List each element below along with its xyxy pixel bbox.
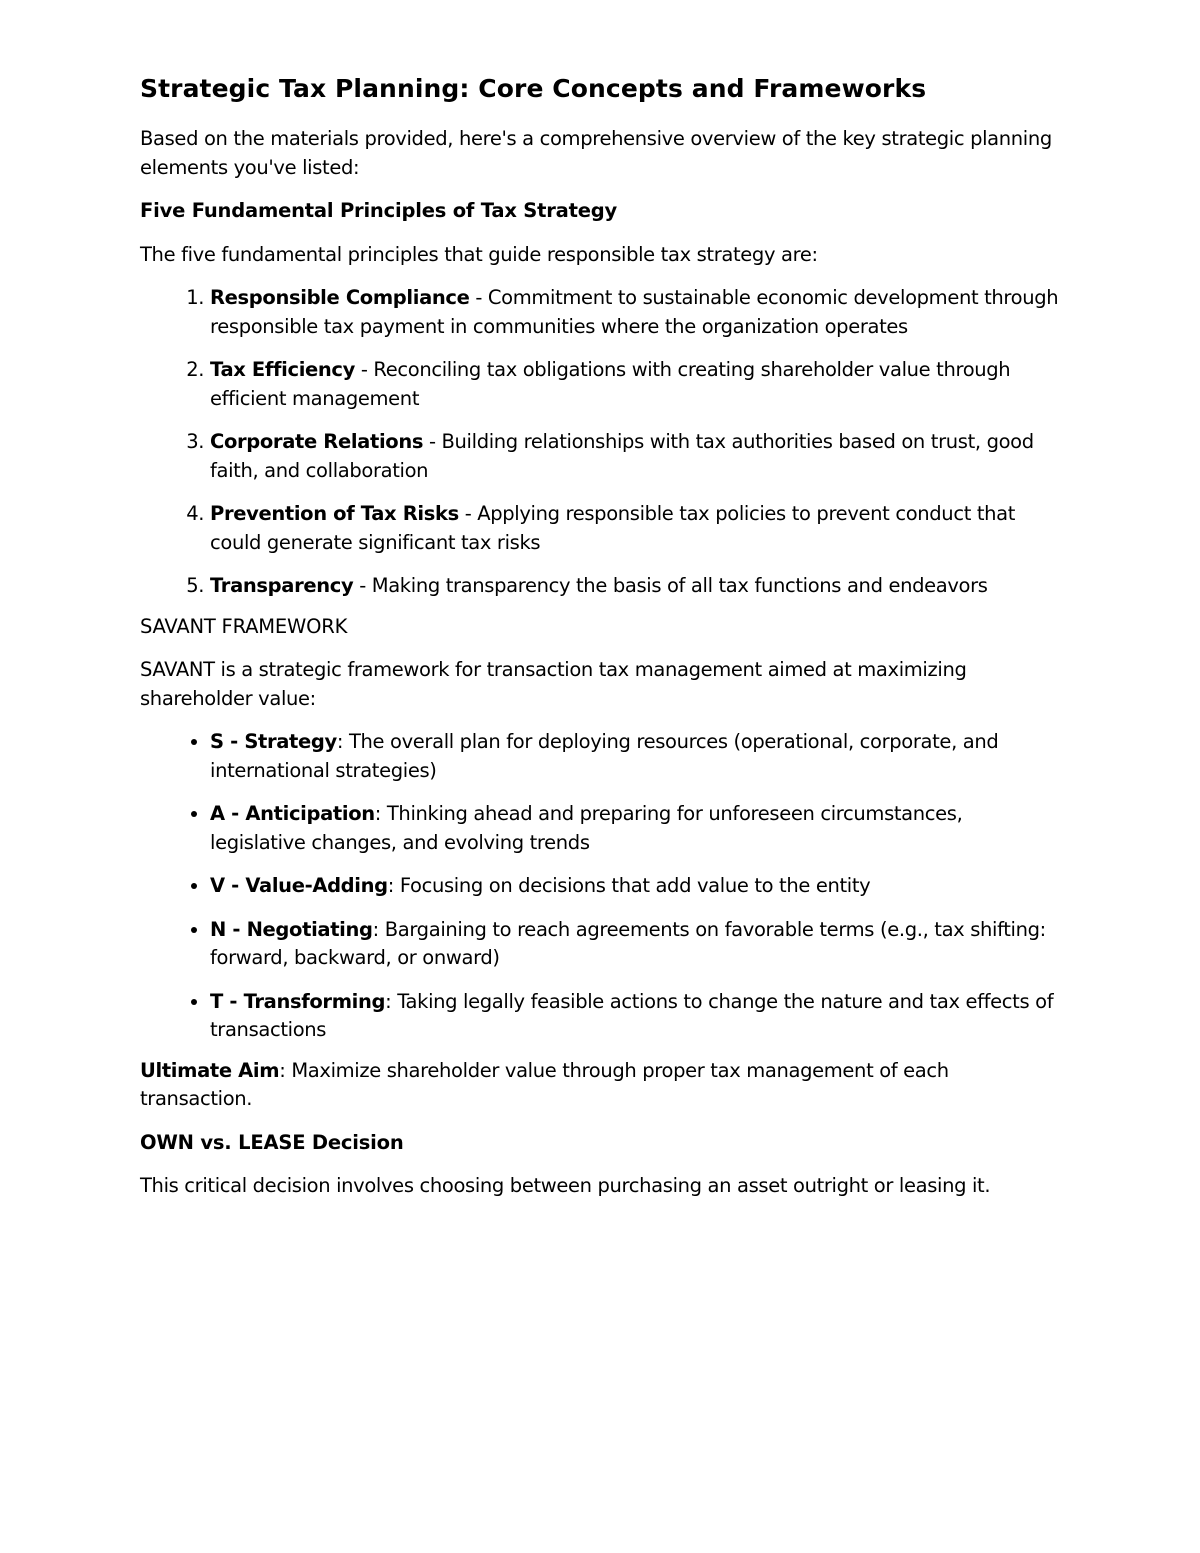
principles-lead: The five fundamental principles that guide responsible tax strategy are: xyxy=(140,242,818,266)
principle-term: Tax Efficiency xyxy=(210,358,356,381)
ultimate-aim-separator: : xyxy=(279,1058,292,1082)
principle-separator: - xyxy=(355,358,374,381)
savant-separator: : xyxy=(374,802,387,825)
savant-item xyxy=(210,916,1060,973)
savant-term: T - Transforming xyxy=(210,989,386,1013)
savant-item xyxy=(210,800,1060,857)
savant-list xyxy=(140,728,1060,1045)
savant-separator: : xyxy=(372,917,385,941)
principle-separator: - xyxy=(353,574,372,597)
principle-description: Applying responsible tax policies to prevent conduct that could generate significant tax risks xyxy=(210,502,1016,554)
savant-description: Bargaining to reach agreements on favorable terms (e.g., tax shifting: forward, backward, or onward) xyxy=(210,917,1046,969)
savant-lead: SAVANT is a strategic framework for transaction tax management aimed at maximizing shareholder value: xyxy=(140,658,967,710)
principle-description: Building relationships with tax authorities based on trust, good faith, and collaboration xyxy=(210,430,1034,482)
savant-separator: : xyxy=(385,989,398,1013)
principle-description: Commitment to sustainable economic development through responsible tax payment in communities where the organization operates xyxy=(210,286,1059,338)
savant-separator: : xyxy=(336,730,349,753)
ultimate-aim xyxy=(140,1057,1060,1114)
savant-term: N - Negotiating xyxy=(210,917,373,941)
principle-description: Reconciling tax obligations with creating shareholder value through efficient management xyxy=(210,358,1011,410)
savant-term: V - Value-Adding xyxy=(210,874,388,897)
document-title: Strategic Tax Planning: Core Concepts and Frameworks xyxy=(140,74,927,103)
savant-description: Thinking ahead and preparing for unforeseen circumstances, legislative changes, and evolving trends xyxy=(210,802,963,854)
savant-description: Focusing on decisions that add value to the entity xyxy=(399,874,871,897)
savant-item xyxy=(210,988,1060,1045)
savant-item xyxy=(210,872,1060,901)
savant-description: The overall plan for deploying resources (operational, corporate, and international strategies) xyxy=(210,730,999,782)
savant-description: Taking legally feasible actions to change the nature and tax effects of transactions xyxy=(210,989,1054,1041)
savant-heading: SAVANT FRAMEWORK xyxy=(140,614,348,638)
principle-term: Transparency xyxy=(210,574,354,597)
principle-term: Prevention of Tax Risks xyxy=(210,502,459,525)
lease-heading: OWN vs. LEASE Decision xyxy=(140,1130,404,1154)
principle-item xyxy=(210,428,1060,485)
principle-term: Corporate Relations xyxy=(210,430,424,453)
principle-separator: - xyxy=(469,286,488,309)
savant-item xyxy=(210,728,1060,785)
savant-term: A - Anticipation xyxy=(210,802,375,825)
principle-item xyxy=(210,500,1060,557)
ultimate-aim-term: Ultimate Aim xyxy=(140,1058,280,1082)
principle-term: Responsible Compliance xyxy=(210,286,470,309)
ultimate-aim-description: Maximize shareholder value through proper tax management of each transaction. xyxy=(140,1058,949,1110)
lease-paragraph: This critical decision involves choosing between purchasing an asset outright or leasing it. xyxy=(140,1174,991,1197)
principle-item xyxy=(210,572,1060,601)
principle-description: Making transparency the basis of all tax functions and endeavors xyxy=(371,574,988,597)
principles-heading: Five Fundamental Principles of Tax Strategy xyxy=(140,199,618,222)
principle-item xyxy=(210,356,1060,413)
intro-paragraph: Based on the materials provided, here's a comprehensive overview of the key strategic planning elements you've listed: xyxy=(140,127,1052,179)
principles-list xyxy=(140,284,1060,601)
principle-separator: - xyxy=(423,430,442,453)
savant-separator: : xyxy=(387,874,400,897)
principle-item xyxy=(210,284,1060,341)
savant-term: S - Strategy xyxy=(210,730,337,753)
principle-separator: - xyxy=(458,502,478,525)
